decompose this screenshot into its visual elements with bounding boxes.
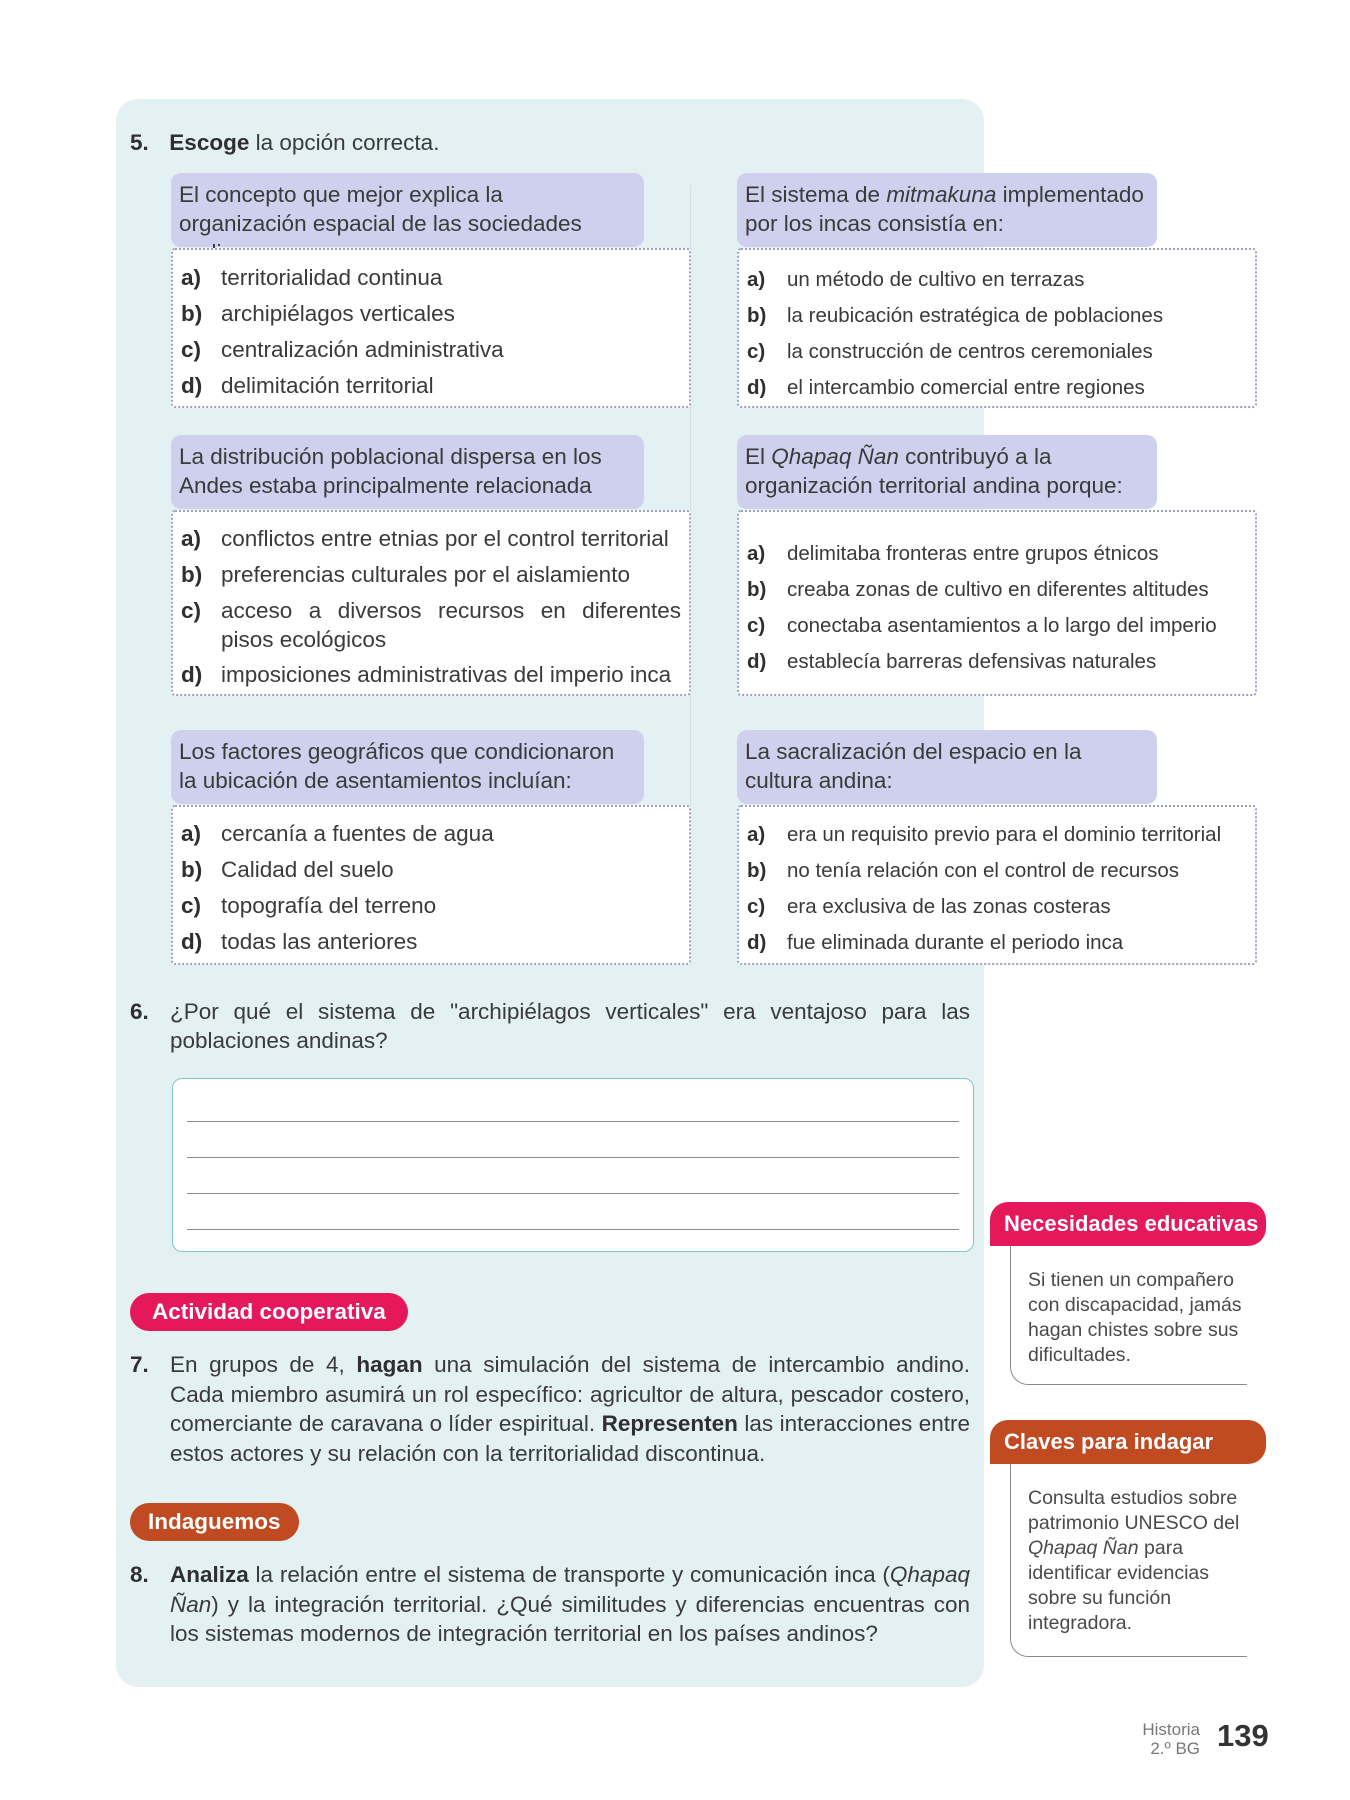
q5-card-3-options bbox=[171, 510, 691, 696]
q6-number: 6. bbox=[130, 999, 149, 1024]
q5-card-1-question-text: El concepto que mejor explica la organización espacial de las sociedades bbox=[179, 182, 582, 236]
option-letter: b) bbox=[747, 304, 767, 327]
option-text: establecía barreras defensivas naturales bbox=[787, 650, 1157, 673]
q5-card-4-question-term: Qhapaq Ñan bbox=[771, 444, 899, 469]
option-d[interactable] bbox=[181, 371, 681, 400]
q7-text-part: En grupos de 4, bbox=[170, 1352, 357, 1377]
option-text: fue eliminada durante el periodo inca bbox=[787, 931, 1124, 954]
option-letter: b) bbox=[181, 301, 203, 326]
option-b[interactable] bbox=[747, 301, 1247, 330]
option-letter: d) bbox=[747, 650, 767, 673]
option-b[interactable] bbox=[747, 856, 1247, 885]
option-d[interactable] bbox=[181, 927, 681, 956]
option-text: delimitación territorial bbox=[221, 373, 434, 398]
option-text: centralización administrativa bbox=[221, 337, 504, 362]
q7-text-part: las interacciones entre estos actores y su relación con la territorialidad discontinua. bbox=[170, 1411, 970, 1466]
option-letter: c) bbox=[747, 614, 766, 637]
answer-line bbox=[187, 1121, 959, 1122]
option-text: delimitaba fronteras entre grupos étnicos bbox=[787, 542, 1159, 565]
option-text: la reubicación estratégica de poblaciones bbox=[787, 304, 1164, 327]
q5-card-6-question-text: La sacralización del espacio en la cultura andina: bbox=[745, 739, 1082, 793]
q5-card-5-question bbox=[171, 730, 644, 804]
option-letter: a) bbox=[181, 526, 202, 551]
option-letter: a) bbox=[747, 268, 766, 291]
indaguemos-label: Indaguemos bbox=[130, 1503, 299, 1541]
option-text: territorialidad continua bbox=[221, 265, 443, 290]
q5-card-4-question bbox=[737, 435, 1157, 509]
q7-verb: hagan bbox=[356, 1352, 423, 1377]
needs-header: Necesidades educativas bbox=[990, 1202, 1266, 1246]
q8-number: 8. bbox=[130, 1562, 149, 1587]
option-letter: b) bbox=[747, 578, 767, 601]
option-letter: d) bbox=[181, 929, 203, 954]
option-text: preferencias culturales por el aislamiento bbox=[221, 562, 630, 587]
answer-line bbox=[187, 1157, 959, 1158]
option-letter: c) bbox=[747, 340, 766, 363]
option-d[interactable] bbox=[747, 928, 1247, 957]
option-text: conflictos entre etnias por el control territorial bbox=[221, 526, 669, 551]
option-letter: d) bbox=[181, 373, 203, 398]
q5-card-2-question bbox=[737, 173, 1157, 247]
q5-card-4-question-text-end: contribuyó a la organización territorial andina porque: bbox=[745, 444, 1123, 498]
cooperative-activity-label: Actividad cooperativa bbox=[130, 1293, 408, 1331]
q5-card-3-question bbox=[171, 435, 644, 509]
q5-card-1-question bbox=[171, 173, 644, 247]
option-letter: b) bbox=[181, 857, 203, 882]
option-letter: c) bbox=[747, 895, 766, 918]
option-text: todas las anteriores bbox=[221, 929, 418, 954]
footer-subject bbox=[1100, 1720, 1200, 1758]
needs-text: Si tienen un compañero con discapacidad, jamás hagan chistes sobre sus dificultades. bbox=[1028, 1269, 1242, 1366]
option-text: Calidad del suelo bbox=[221, 857, 394, 882]
q7-verb: Representen bbox=[601, 1411, 738, 1436]
option-text: era un requisito previo para el dominio territorial bbox=[787, 823, 1222, 846]
option-c[interactable] bbox=[181, 596, 681, 654]
option-text: archipiélagos verticales bbox=[221, 301, 455, 326]
q5-card-4-question-text: El bbox=[745, 444, 772, 469]
option-letter: c) bbox=[181, 337, 202, 362]
option-d[interactable] bbox=[747, 373, 1247, 402]
q7-text-part: una simulación del sistema de intercambio andino. Cada miembro asumirá un rol específico: agricultor de altura, pescador costero, comerciante de caravana o líder espiritual. bbox=[170, 1352, 970, 1436]
option-text: no tenía relación con el control de recursos bbox=[787, 859, 1180, 882]
option-c[interactable] bbox=[747, 611, 1247, 640]
q5-card-2-question-term: mitmakuna bbox=[886, 182, 997, 207]
q8-term: Qhapaq Ñan bbox=[170, 1562, 970, 1617]
q6-text: ¿Por qué el sistema de "archipiélagos verticales" era ventajoso para las poblaciones andinas? bbox=[170, 999, 970, 1053]
q5-card-3-question-text: La distribución poblacional dispersa en los Andes estaba principalmente relacionada bbox=[179, 444, 602, 498]
q5-card-2-question-text: El sistema de bbox=[745, 182, 887, 207]
option-letter: d) bbox=[747, 376, 767, 399]
option-letter: a) bbox=[747, 542, 766, 565]
q5-verb: Escoge bbox=[169, 130, 250, 155]
q8-text bbox=[170, 1560, 970, 1649]
option-letter: b) bbox=[747, 859, 767, 882]
option-a[interactable] bbox=[747, 265, 1247, 294]
option-letter: d) bbox=[181, 662, 203, 687]
option-text: acceso a diversos recursos en diferentes pisos ecológicos bbox=[221, 598, 681, 652]
option-a[interactable] bbox=[747, 539, 1247, 568]
option-text: un método de cultivo en terrazas bbox=[787, 268, 1085, 291]
research-keys-text bbox=[1028, 1486, 1258, 1636]
q7-text bbox=[170, 1350, 970, 1468]
option-c[interactable] bbox=[747, 337, 1247, 366]
q5-card-5-question-text: Los factores geográficos que condicionaron la ubicación de asentamientos incluían: bbox=[179, 739, 615, 793]
option-b[interactable] bbox=[747, 575, 1247, 604]
option-text: la construcción de centros ceremoniales bbox=[787, 340, 1153, 363]
q5-number: 5. bbox=[130, 130, 149, 155]
q6-answer-box[interactable] bbox=[172, 1078, 974, 1252]
option-b[interactable] bbox=[181, 560, 681, 589]
option-text: era exclusiva de las zonas costeras bbox=[787, 895, 1111, 918]
q5-card-5-options bbox=[171, 805, 691, 965]
q8-text-part: ) y la integración territorial. ¿Qué similitudes y diferencias encuentras con los sistemas modernos de integración territorial en los países andinos? bbox=[170, 1591, 970, 1646]
research-keys-text-part: Consulta estudios sobre patrimonio UNESCO del bbox=[1028, 1487, 1240, 1534]
option-d[interactable] bbox=[747, 647, 1247, 676]
q8-verb: Analiza bbox=[170, 1562, 249, 1587]
option-b[interactable] bbox=[181, 855, 681, 884]
q5-card-2-question-text-end: implementado por los incas consistía en: bbox=[745, 182, 1144, 236]
answer-line bbox=[187, 1193, 959, 1194]
research-keys-header: Claves para indagar bbox=[990, 1420, 1266, 1464]
option-a[interactable] bbox=[181, 524, 681, 553]
q5-instruction: la opción correcta. bbox=[249, 130, 440, 155]
option-letter: c) bbox=[181, 598, 202, 623]
option-text: conectaba asentamientos a lo largo del imperio bbox=[787, 614, 1217, 637]
option-c[interactable] bbox=[747, 892, 1247, 921]
q7-number: 7. bbox=[130, 1352, 149, 1377]
option-letter: d) bbox=[747, 931, 767, 954]
research-keys-text-part: para identificar evidencias sobre su función integradora. bbox=[1028, 1537, 1210, 1634]
subject-name: Historia bbox=[1142, 1720, 1200, 1739]
research-keys-term: Qhapaq Ñan bbox=[1028, 1537, 1139, 1559]
q8-text-part: la relación entre el sistema de transporte y comunicación inca ( bbox=[248, 1562, 890, 1587]
q5-card-4-options bbox=[737, 510, 1257, 696]
option-b[interactable] bbox=[181, 299, 681, 328]
option-letter: a) bbox=[181, 265, 202, 290]
option-text: cercanía a fuentes de agua bbox=[221, 821, 494, 846]
option-letter: b) bbox=[181, 562, 203, 587]
option-c[interactable] bbox=[181, 335, 681, 364]
q5-card-1-options bbox=[171, 248, 691, 408]
option-letter: a) bbox=[181, 821, 202, 846]
option-c[interactable] bbox=[181, 891, 681, 920]
option-text: imposiciones administrativas del imperio inca bbox=[221, 662, 672, 687]
answer-line bbox=[187, 1229, 959, 1230]
option-text: topografía del terreno bbox=[221, 893, 437, 918]
option-text: creaba zonas de cultivo en diferentes altitudes bbox=[787, 578, 1209, 601]
option-a[interactable] bbox=[747, 820, 1247, 849]
q5-card-2-options bbox=[737, 248, 1257, 408]
q5-card-6-options bbox=[737, 805, 1257, 965]
option-letter: c) bbox=[181, 893, 202, 918]
q5-card-6-question bbox=[737, 730, 1157, 804]
option-a[interactable] bbox=[181, 819, 681, 848]
option-a[interactable] bbox=[181, 263, 681, 292]
grade-label: 2.º BG bbox=[1150, 1739, 1200, 1758]
option-text: el intercambio comercial entre regiones bbox=[787, 376, 1145, 399]
option-letter: a) bbox=[747, 823, 766, 846]
q5-heading bbox=[130, 128, 830, 157]
option-d[interactable] bbox=[181, 660, 681, 689]
page-number: 139 bbox=[1217, 1718, 1269, 1753]
